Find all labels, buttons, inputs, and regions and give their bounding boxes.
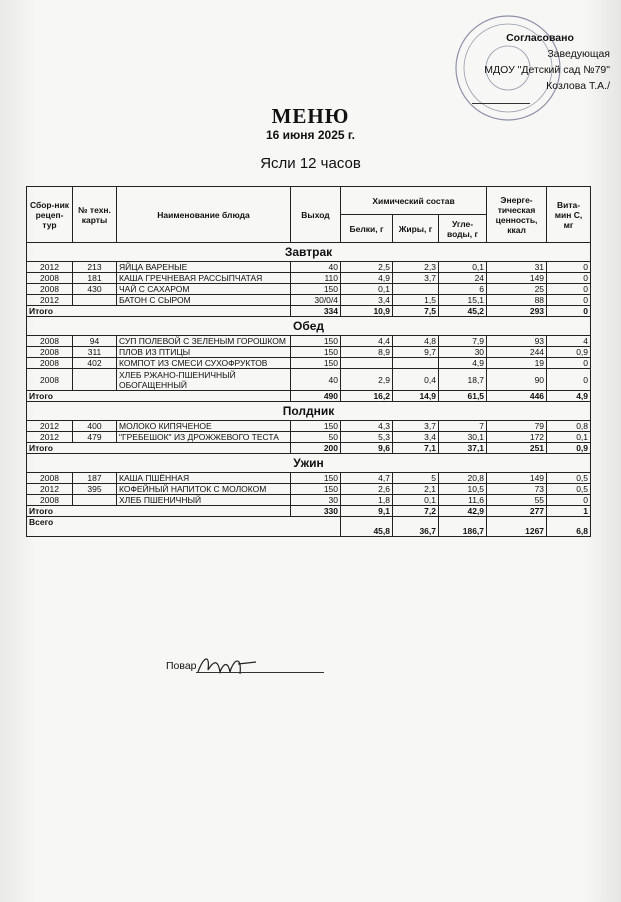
cell-vitamin-c: 0,8 [547, 421, 591, 432]
cell-protein [341, 358, 393, 369]
cell-vitamin-c: 0 [547, 295, 591, 306]
table-row [27, 284, 591, 295]
cell-carbs: 10,5 [439, 484, 487, 495]
cell-yield: 30/0/4 [291, 295, 341, 306]
cell-recipe-book: 2012 [27, 484, 73, 495]
cell-recipe-book: 2008 [27, 284, 73, 295]
cell-fat: 0,1 [393, 495, 439, 506]
cell-energy: 55 [487, 495, 547, 506]
cell-dish-name: КАША ГРЕЧНЕВАЯ РАССЫПЧАТАЯ [117, 273, 291, 284]
grand-total-row [27, 517, 591, 537]
cell-tech-card: 181 [73, 273, 117, 284]
menu-group: Ясли 12 часов [260, 155, 361, 172]
cell-tech-card: 479 [73, 432, 117, 443]
total-vitamin-c: 1 [547, 506, 591, 517]
grand-total-f: 36,7 [393, 517, 439, 537]
cell-tech-card: 395 [73, 484, 117, 495]
cell-fat [393, 284, 439, 295]
cell-energy: 172 [487, 432, 547, 443]
cell-carbs: 18,7 [439, 369, 487, 391]
cell-dish-name: ЯЙЦА ВАРЕНЫЕ [117, 262, 291, 273]
cell-carbs: 24 [439, 273, 487, 284]
cell-vitamin-c: 0 [547, 273, 591, 284]
total-yield: 200 [291, 443, 341, 454]
cell-carbs: 30 [439, 347, 487, 358]
cell-tech-card: 187 [73, 473, 117, 484]
cell-energy: 149 [487, 473, 547, 484]
section-header [27, 243, 591, 262]
total-label: Итого [27, 443, 291, 454]
cell-carbs: 7,9 [439, 336, 487, 347]
cell-tech-card: 430 [73, 284, 117, 295]
cell-recipe-book: 2008 [27, 347, 73, 358]
cell-vitamin-c: 0,5 [547, 473, 591, 484]
table-row [27, 336, 591, 347]
cell-dish-name: КАША ПШЁННАЯ [117, 473, 291, 484]
cell-tech-card [73, 495, 117, 506]
menu-date: 16 июня 2025 г. [265, 128, 356, 142]
total-fat: 14,9 [393, 391, 439, 402]
table-row [27, 295, 591, 306]
cell-dish-name: СУП ПОЛЕВОЙ С ЗЕЛЕНЫМ ГОРОШКОМ [117, 336, 291, 347]
cell-tech-card: 94 [73, 336, 117, 347]
table-row [27, 273, 591, 284]
cell-dish-name: ХЛЕБ РЖАНО-ПШЕНИЧНЫЙ ОБОГАЩЕННЫЙ [117, 369, 291, 391]
section-total-row [27, 506, 591, 517]
menu-body [27, 243, 591, 537]
table-row [27, 369, 591, 391]
section-name: Ужин [27, 454, 591, 473]
table-row [27, 262, 591, 273]
total-protein: 9,1 [341, 506, 393, 517]
cell-carbs: 6 [439, 284, 487, 295]
total-yield: 490 [291, 391, 341, 402]
header-carbs: Угле-воды, г [439, 215, 487, 243]
cell-protein: 4,3 [341, 421, 393, 432]
cell-tech-card [73, 369, 117, 391]
cell-vitamin-c: 0 [547, 495, 591, 506]
cell-yield: 40 [291, 262, 341, 273]
section-total-row [27, 306, 591, 317]
cell-yield: 150 [291, 336, 341, 347]
header-tech-card: № техн. карты [73, 187, 117, 243]
total-energy: 277 [487, 506, 547, 517]
cell-energy: 31 [487, 262, 547, 273]
cell-yield: 150 [291, 484, 341, 495]
grand-total-e: 1267 [487, 517, 547, 537]
cell-yield: 150 [291, 284, 341, 295]
cell-protein: 4,4 [341, 336, 393, 347]
total-protein: 16,2 [341, 391, 393, 402]
total-protein: 10,9 [341, 306, 393, 317]
total-vitamin-c: 0,9 [547, 443, 591, 454]
header-yield: Выход [291, 187, 341, 243]
cook-label: Повар [166, 660, 197, 672]
cell-tech-card [73, 295, 117, 306]
cell-energy: 88 [487, 295, 547, 306]
total-carbs: 42,9 [439, 506, 487, 517]
cell-vitamin-c: 0 [547, 358, 591, 369]
section-name: Завтрак [27, 243, 591, 262]
table-row [27, 432, 591, 443]
cell-dish-name: ЧАЙ С САХАРОМ [117, 284, 291, 295]
table-row [27, 473, 591, 484]
cell-yield: 150 [291, 421, 341, 432]
table-row [27, 358, 591, 369]
cell-protein: 1,8 [341, 495, 393, 506]
table-row [27, 495, 591, 506]
cell-fat: 3,7 [393, 421, 439, 432]
cell-carbs: 15,1 [439, 295, 487, 306]
cell-tech-card: 400 [73, 421, 117, 432]
cell-fat: 5 [393, 473, 439, 484]
section-header [27, 402, 591, 421]
section-name: Полдник [27, 402, 591, 421]
total-carbs: 45,2 [439, 306, 487, 317]
total-vitamin-c: 4,9 [547, 391, 591, 402]
total-yield: 334 [291, 306, 341, 317]
total-fat: 7,2 [393, 506, 439, 517]
cell-energy: 90 [487, 369, 547, 391]
cell-carbs: 7 [439, 421, 487, 432]
cell-protein: 4,9 [341, 273, 393, 284]
total-label: Итого [27, 391, 291, 402]
cell-protein: 8,9 [341, 347, 393, 358]
cell-yield: 40 [291, 369, 341, 391]
cell-energy: 149 [487, 273, 547, 284]
header-recipe-book: Сбор-ник рецеп-тур [27, 187, 73, 243]
cell-recipe-book: 2008 [27, 473, 73, 484]
cell-fat: 2,3 [393, 262, 439, 273]
section-header [27, 317, 591, 336]
cell-yield: 150 [291, 347, 341, 358]
approval-organization: МДОУ "Детский сад №79" [484, 64, 610, 76]
cell-carbs: 11,6 [439, 495, 487, 506]
cell-fat: 1,5 [393, 295, 439, 306]
total-label: Итого [27, 306, 291, 317]
cell-carbs: 20,8 [439, 473, 487, 484]
section-header [27, 454, 591, 473]
cell-dish-name: КОФЕЙНЫЙ НАПИТОК С МОЛОКОМ [117, 484, 291, 495]
cell-yield: 110 [291, 273, 341, 284]
total-fat: 7,1 [393, 443, 439, 454]
cell-recipe-book: 2008 [27, 495, 73, 506]
header-dish-name: Наименование блюда [117, 187, 291, 243]
cell-recipe-book: 2008 [27, 369, 73, 391]
cell-carbs: 30,1 [439, 432, 487, 443]
menu-table [26, 186, 591, 537]
total-protein: 9,6 [341, 443, 393, 454]
total-energy: 446 [487, 391, 547, 402]
header-fat: Жиры, г [393, 215, 439, 243]
cell-energy: 25 [487, 284, 547, 295]
cell-protein: 5,3 [341, 432, 393, 443]
header-protein: Белки, г [341, 215, 393, 243]
total-carbs: 61,5 [439, 391, 487, 402]
header-energy: Энерге-тическая ценность, ккал [487, 187, 547, 243]
cell-tech-card: 402 [73, 358, 117, 369]
cell-energy: 19 [487, 358, 547, 369]
cell-dish-name: КОМПОТ ИЗ СМЕСИ СУХОФРУКТОВ [117, 358, 291, 369]
cell-energy: 244 [487, 347, 547, 358]
cell-dish-name: ПЛОВ ИЗ ПТИЦЫ [117, 347, 291, 358]
total-energy: 251 [487, 443, 547, 454]
grand-total-label: Всего [27, 517, 341, 537]
grand-total-c: 186,7 [439, 517, 487, 537]
cell-protein: 0,1 [341, 284, 393, 295]
cell-energy: 79 [487, 421, 547, 432]
cell-dish-name: ХЛЕБ ПШЕНИЧНЫЙ [117, 495, 291, 506]
section-total-row [27, 391, 591, 402]
cell-yield: 150 [291, 358, 341, 369]
cell-vitamin-c: 4 [547, 336, 591, 347]
cell-protein: 2,5 [341, 262, 393, 273]
approval-title: Согласовано [506, 32, 574, 44]
total-carbs: 37,1 [439, 443, 487, 454]
cook-signature [194, 650, 264, 680]
grand-total-p: 45,8 [341, 517, 393, 537]
header-chemical-composition: Химический состав [341, 187, 487, 215]
total-label: Итого [27, 506, 291, 517]
approval-block [470, 30, 610, 94]
cell-vitamin-c: 0,5 [547, 484, 591, 495]
page-title: МЕНЮ [271, 104, 350, 128]
cell-vitamin-c: 0 [547, 369, 591, 391]
header-vitamin-c: Вита-мин С, мг [547, 187, 591, 243]
cell-recipe-book: 2008 [27, 336, 73, 347]
cell-yield: 30 [291, 495, 341, 506]
cell-energy: 73 [487, 484, 547, 495]
cell-recipe-book: 2008 [27, 273, 73, 284]
cell-carbs: 4,9 [439, 358, 487, 369]
cell-vitamin-c: 0 [547, 262, 591, 273]
cell-tech-card: 311 [73, 347, 117, 358]
total-fat: 7,5 [393, 306, 439, 317]
cell-recipe-book: 2012 [27, 262, 73, 273]
cell-protein: 2,9 [341, 369, 393, 391]
total-vitamin-c: 0 [547, 306, 591, 317]
cell-vitamin-c: 0 [547, 284, 591, 295]
cook-signature-line [196, 672, 324, 673]
table-row [27, 421, 591, 432]
cell-carbs: 0,1 [439, 262, 487, 273]
cell-dish-name: "ГРЕБЕШОК" ИЗ ДРОЖЖЕВОГО ТЕСТА [117, 432, 291, 443]
cell-recipe-book: 2012 [27, 432, 73, 443]
cell-fat: 0,4 [393, 369, 439, 391]
cell-energy: 93 [487, 336, 547, 347]
cell-fat [393, 358, 439, 369]
cell-protein: 3,4 [341, 295, 393, 306]
cell-dish-name: БАТОН С СЫРОМ [117, 295, 291, 306]
cell-recipe-book: 2012 [27, 421, 73, 432]
cell-fat: 3,7 [393, 273, 439, 284]
table-row [27, 347, 591, 358]
cell-vitamin-c: 0,9 [547, 347, 591, 358]
cell-yield: 150 [291, 473, 341, 484]
approval-name: Козлова Т.А./ [546, 80, 610, 92]
cell-fat: 3,4 [393, 432, 439, 443]
section-total-row [27, 443, 591, 454]
cell-dish-name: МОЛОКО КИПЯЧЕНОЕ [117, 421, 291, 432]
grand-total-v: 6,8 [547, 517, 591, 537]
approval-position: Заведующая [547, 48, 610, 60]
table-row [27, 484, 591, 495]
cell-fat: 9,7 [393, 347, 439, 358]
cell-recipe-book: 2012 [27, 295, 73, 306]
cell-recipe-book: 2008 [27, 358, 73, 369]
cell-yield: 50 [291, 432, 341, 443]
total-energy: 293 [487, 306, 547, 317]
cell-fat: 4,8 [393, 336, 439, 347]
cell-vitamin-c: 0,1 [547, 432, 591, 443]
section-name: Обед [27, 317, 591, 336]
cell-protein: 2,6 [341, 484, 393, 495]
cell-protein: 4,7 [341, 473, 393, 484]
total-yield: 330 [291, 506, 341, 517]
cell-tech-card: 213 [73, 262, 117, 273]
cell-fat: 2,1 [393, 484, 439, 495]
